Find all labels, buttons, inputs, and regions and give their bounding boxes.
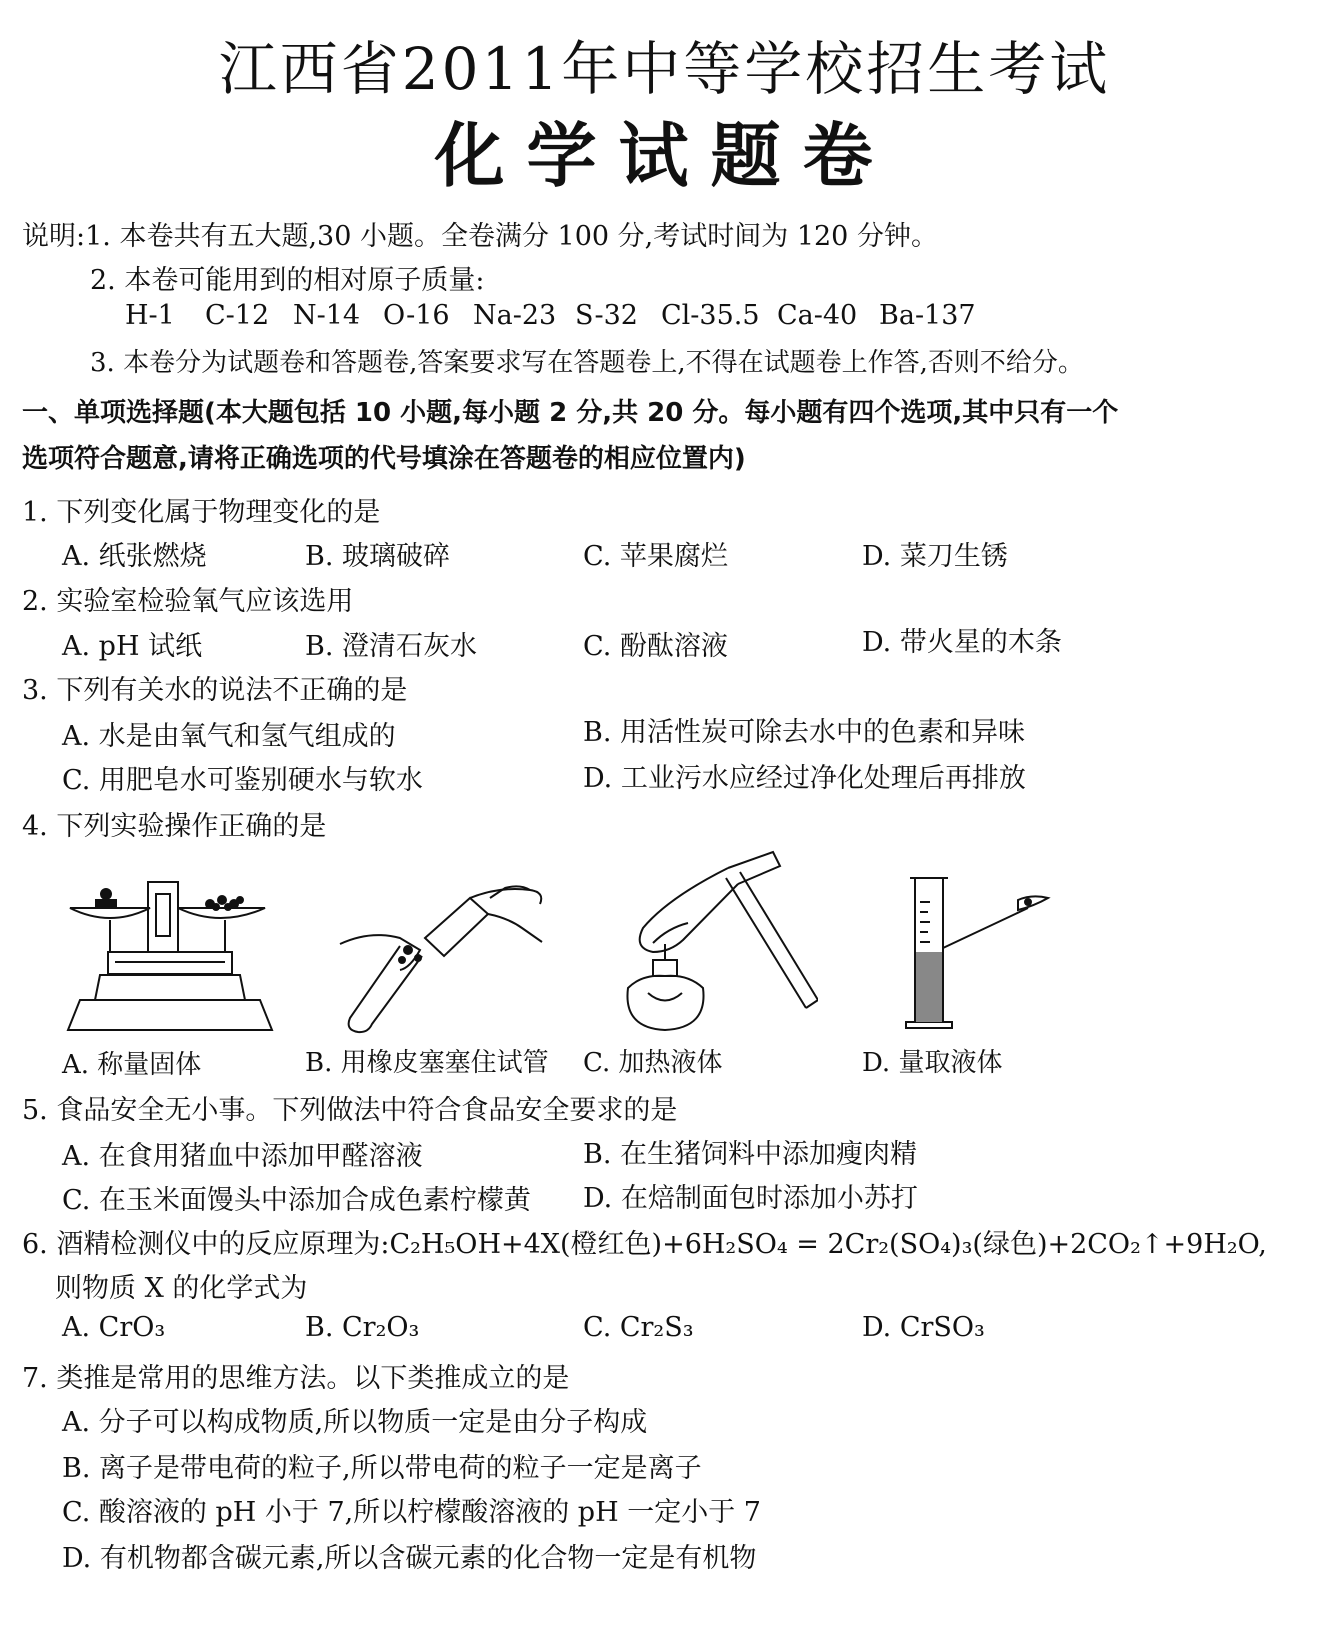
- mass-ca: Ca-40: [777, 300, 858, 331]
- q2-option-d: D. 带火星的木条: [862, 627, 1062, 658]
- q7-option-c: C. 酸溶液的 pH 小于 7,所以柠檬酸溶液的 pH 一定小于 7: [62, 1497, 761, 1528]
- mass-n: N-14: [293, 300, 361, 331]
- heating-liquid-figure: [608, 848, 818, 1038]
- question-1-stem: 1. 下列变化属于物理变化的是: [22, 497, 381, 528]
- instruction-line-1: 说明:1. 本卷共有五大题,30 小题。全卷满分 100 分,考试时间为 120 分钟。: [22, 221, 938, 252]
- paper-subtitle: 化学试题卷: [434, 114, 895, 197]
- question-7-stem: 7. 类推是常用的思维方法。以下类推成立的是: [22, 1363, 570, 1394]
- question-4-stem: 4. 下列实验操作正确的是: [22, 811, 327, 842]
- q2-option-b: B. 澄清石灰水: [305, 631, 478, 662]
- mass-cl: Cl-35.5: [661, 300, 760, 331]
- mass-o: O-16: [383, 300, 450, 331]
- question-6-stem-2: 则物质 X 的化学式为: [55, 1273, 308, 1304]
- q1-option-a: A. 纸张燃烧: [62, 541, 207, 572]
- q6-option-c: C. Cr₂S₃: [583, 1312, 694, 1343]
- q6-reaction-equation: C₂H₅OH+4X(橙红色)+6H₂SO₄ = 2Cr₂(SO₄)₃(绿色)+2CO₂↑+9H₂O,: [389, 1229, 1267, 1260]
- question-3-stem: 3. 下列有关水的说法不正确的是: [22, 675, 408, 706]
- q1-option-c: C. 苹果腐烂: [583, 541, 728, 572]
- mass-s: S-32: [575, 300, 638, 331]
- q6-option-d: D. CrSO₃: [862, 1312, 985, 1343]
- q7-option-d: D. 有机物都含碳元素,所以含碳元素的化合物一定是有机物: [62, 1543, 757, 1574]
- q3-option-b: B. 用活性炭可除去水中的色素和异味: [583, 717, 1026, 748]
- q7-option-a: A. 分子可以构成物质,所以物质一定是由分子构成: [62, 1407, 648, 1438]
- q5-option-b: B. 在生猪饲料中添加瘦肉精: [583, 1139, 918, 1170]
- q1-option-d: D. 菜刀生锈: [862, 541, 1008, 572]
- q7-option-b: B. 离子是带电荷的粒子,所以带电荷的粒子一定是离子: [62, 1453, 702, 1484]
- q6-stem-prefix: 6. 酒精检测仪中的反应原理为:: [22, 1229, 390, 1260]
- q6-option-b: B. Cr₂O₃: [305, 1312, 420, 1343]
- q5-option-c: C. 在玉米面馒头中添加合成色素柠檬黄: [62, 1185, 531, 1216]
- balance-scale-figure: [60, 880, 280, 1040]
- test-tube-stopper-figure: [330, 878, 560, 1038]
- graduated-cylinder-figure: [900, 872, 1060, 1032]
- mass-c: C-12: [205, 300, 270, 331]
- q5-option-a: A. 在食用猪血中添加甲醛溶液: [62, 1141, 423, 1172]
- q3-option-c: C. 用肥皂水可鉴别硬水与软水: [62, 765, 423, 796]
- instruction-line-3: 3. 本卷分为试题卷和答题卷,答案要求写在答题卷上,不得在试题卷上作答,否则不给分。: [90, 348, 1084, 378]
- section-header-line-2: 选项符合题意,请将正确选项的代号填涂在答题卷的相应位置内): [22, 444, 746, 474]
- q4-option-c: C. 加热液体: [583, 1048, 723, 1078]
- q2-option-c: C. 酚酞溶液: [583, 631, 728, 662]
- mass-na: Na-23: [473, 300, 557, 331]
- question-6-stem: [22, 1222, 1267, 1261]
- mass-h: H-1: [125, 300, 175, 331]
- section-header-line-1: 一、单项选择题(本大题包括 10 小题,每小题 2 分,共 20 分。每小题有四个选项,其中只有一个: [22, 398, 1119, 428]
- q2-option-a: A. pH 试纸: [62, 631, 203, 662]
- q1-option-b: B. 玻璃破碎: [305, 541, 451, 572]
- question-5-stem: 5. 食品安全无小事。下列做法中符合食品安全要求的是: [22, 1095, 678, 1126]
- q5-option-d: D. 在焙制面包时添加小苏打: [583, 1183, 918, 1214]
- q3-option-d: D. 工业污水应经过净化处理后再排放: [583, 763, 1026, 794]
- q4-option-d: D. 量取液体: [862, 1048, 1003, 1078]
- question-2-stem: 2. 实验室检验氧气应该选用: [22, 586, 354, 617]
- q6-option-a: A. CrO₃: [62, 1312, 166, 1343]
- q4-option-a: A. 称量固体: [62, 1050, 202, 1080]
- q3-option-a: A. 水是由氧气和氢气组成的: [62, 721, 396, 752]
- instruction-line-2: 2. 本卷可能用到的相对原子质量:: [90, 265, 485, 296]
- mass-ba: Ba-137: [879, 300, 976, 331]
- q4-option-b: B. 用橡皮塞塞住试管: [305, 1048, 549, 1078]
- exam-title: 江西省2011年中等学校招生考试: [218, 35, 1111, 103]
